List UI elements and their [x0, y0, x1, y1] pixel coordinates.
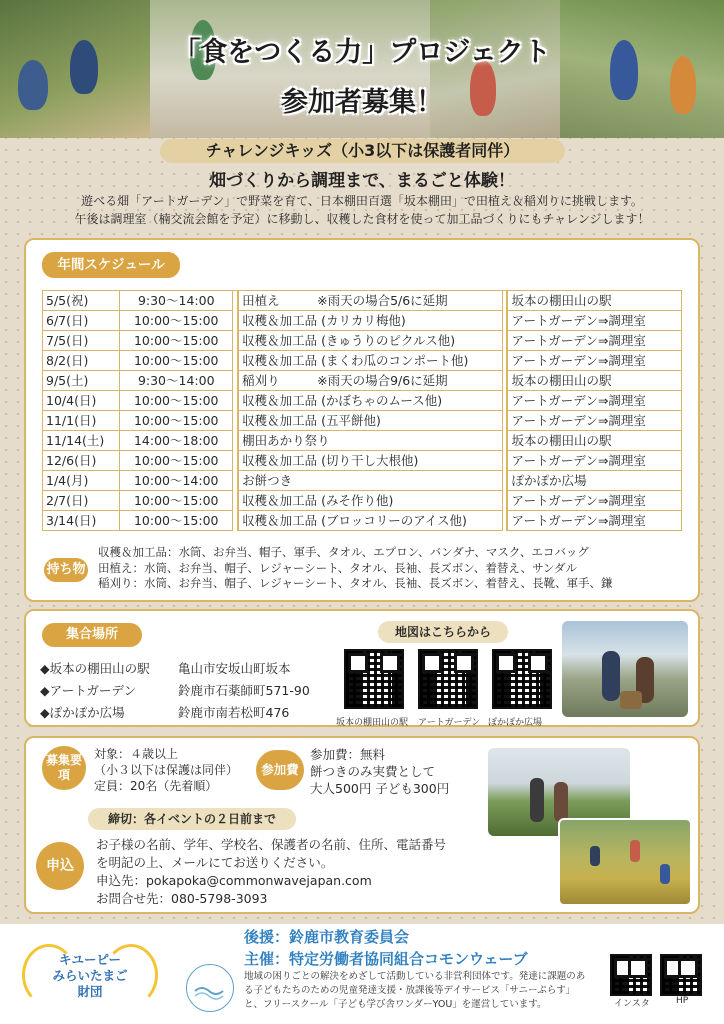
map-pill: 地図はこちらから	[378, 621, 508, 643]
schedule-place: 坂本の棚田山の駅	[506, 290, 682, 311]
bring-item: 田植え：水筒、お弁当、帽子、レジャーシート、タオル、長袖、長ズボン、着替え、サンダル	[98, 560, 578, 575]
schedule-table	[42, 290, 682, 531]
schedule-date: 2/7(日)	[42, 491, 119, 511]
bring-list	[98, 545, 613, 592]
schedule-event: 収穫＆加工品 (みそ作り他)	[237, 491, 503, 511]
kewpie-foundation-logo	[22, 940, 158, 1010]
schedule-event: 田植え ※雨天の場合5/6に延期	[237, 290, 503, 311]
schedule-row	[42, 491, 682, 511]
meeting-box	[24, 609, 700, 727]
qr-code-icon[interactable]	[344, 649, 404, 709]
schedule-row	[42, 371, 682, 391]
fee-line: 餅つきのみ実費として	[310, 764, 436, 779]
schedule-date: 12/6(日)	[42, 451, 119, 471]
schedule-date: 1/4(月)	[42, 471, 119, 491]
schedule-event: 棚田あかり祭り	[237, 431, 503, 451]
bring-item: 収穫＆加工品：水筒、お弁当、帽子、軍手、タオル、エプロン、バンダナ、マスク、エコバッグ	[98, 545, 589, 559]
schedule-time: 10:00～15:00	[119, 491, 233, 511]
schedule-place: アートガーデン⇒調理室	[506, 331, 682, 351]
application-box	[24, 736, 700, 914]
fee-details	[310, 746, 449, 797]
hero-photo-banner	[0, 0, 724, 138]
schedule-row	[42, 451, 682, 471]
schedule-row	[42, 290, 682, 311]
schedule-event: 収穫＆加工品 (かぼちゃのムース他)	[237, 391, 503, 411]
schedule-time: 10:00～14:00	[119, 471, 233, 491]
schedule-time: 10:00～15:00	[119, 511, 233, 531]
homepage-qr-icon[interactable]	[660, 954, 702, 996]
kewpie-logo-line: 財団	[77, 984, 103, 999]
intro-line: 午後は調理室（楠交流会館を予定）に移動し、収穫した食材を使って加工品づくりにもチャレンジします！	[74, 212, 650, 226]
schedule-event: 収穫＆加工品 (ブロッコリーのアイス他)	[237, 511, 503, 531]
qr-code-icon[interactable]	[492, 649, 552, 709]
intro-text	[30, 192, 694, 228]
deadline-pill: 締切：各イベントの２日前まで	[88, 808, 296, 830]
schedule-place: アートガーデン⇒調理室	[506, 511, 682, 531]
page-title: 「食をつくる力」プロジェクト	[173, 37, 551, 68]
schedule-place: アートガーデン⇒調理室	[506, 311, 682, 331]
qr-caption: 坂本の棚田山の駅	[336, 718, 409, 728]
schedule-row	[42, 411, 682, 431]
organizer-text: 主催：特定労働者協同組合コモンウェーブ	[244, 950, 528, 968]
schedule-event: 収穫＆加工品 (まくわ瓜のコンポート他)	[237, 351, 503, 371]
schedule-date: 7/5(日)	[42, 331, 119, 351]
schedule-place: 坂本の棚田山の駅	[506, 431, 682, 451]
schedule-label: 年間スケジュール	[42, 252, 180, 278]
bring-item: 稲刈り：水筒、お弁当、帽子、レジャーシート、タオル、長袖、長ズボン、着替え、長靴、軍手、鎌	[98, 576, 613, 590]
kewpie-logo-line: みらいたまご	[52, 968, 128, 983]
schedule-event: 稲刈り ※雨天の場合9/6に延期	[237, 371, 503, 391]
schedule-time: 10:00～15:00	[119, 351, 233, 371]
qr-code-icon[interactable]	[418, 649, 478, 709]
qr-caption: HP	[676, 996, 689, 1006]
challenge-kids-pill: チャレンジキッズ（小3以下は保護者同伴）	[160, 139, 565, 163]
schedule-place: ぽかぽか広場	[506, 471, 682, 491]
location-row	[40, 659, 291, 677]
schedule-time: 9:30～14:00	[119, 371, 233, 391]
recruit-line: 対象：４歳以上	[94, 747, 179, 761]
schedule-event: 収穫＆加工品 (切り干し大根他)	[237, 451, 503, 471]
intro-line: 遊べる畑「アートガーデン」で野菜を育て、日本棚田百選「坂本棚田」で田植え＆稲刈りに挑戦します。	[81, 194, 643, 208]
meeting-label: 集合場所	[42, 623, 142, 647]
mochi-pounding-photo	[562, 621, 688, 717]
location-name: ◆坂本の棚田山の駅	[40, 661, 150, 676]
schedule-row	[42, 511, 682, 531]
location-address: 鈴鹿市石薬師町571-90	[178, 683, 310, 698]
schedule-time: 10:00～15:00	[119, 311, 233, 331]
schedule-date: 11/1(日)	[42, 411, 119, 431]
schedule-place: アートガーデン⇒調理室	[506, 451, 682, 471]
schedule-date: 11/14(土)	[42, 431, 119, 451]
rice-harvest-photo	[558, 818, 692, 906]
apply-phone[interactable]: お問合せ先：080-5798-3093	[96, 891, 268, 906]
kewpie-logo-text	[22, 952, 158, 1000]
apply-line: を明記の上、メールにてお送りください。	[96, 855, 334, 870]
schedule-time: 10:00～15:00	[119, 411, 233, 431]
location-row	[40, 703, 290, 721]
schedule-place: アートガーデン⇒調理室	[506, 491, 682, 511]
schedule-time: 9:30～14:00	[119, 290, 233, 311]
location-address: 亀山市安坂山町坂本	[178, 661, 291, 676]
schedule-row	[42, 331, 682, 351]
footer	[0, 924, 724, 1024]
apply-label: 申込	[36, 842, 84, 890]
fee-line: 参加費：無料	[310, 747, 386, 762]
qr-caption: アートガーデン	[418, 718, 481, 728]
recruit-details	[94, 746, 238, 794]
schedule-time: 10:00～15:00	[119, 391, 233, 411]
schedule-place: 坂本の棚田山の駅	[506, 371, 682, 391]
bring-label: 持ち物	[44, 558, 88, 582]
schedule-box	[24, 238, 700, 602]
schedule-event: お餅つき	[237, 471, 503, 491]
schedule-row	[42, 391, 682, 411]
schedule-event: 収穫＆加工品 (五平餅他)	[237, 411, 503, 431]
lead-heading: 畑づくりから調理まで、まるごと体験！	[209, 171, 515, 191]
location-row	[40, 681, 310, 699]
qr-caption: インスタ	[614, 999, 650, 1009]
schedule-event: 収穫＆加工品 (きゅうりのピクルス他)	[237, 331, 503, 351]
recruit-label: 募集要項	[42, 746, 86, 790]
recruit-line: （小３以下は保護は同伴）	[94, 763, 239, 777]
page-subtitle: 参加者募集！	[281, 87, 443, 118]
qr-caption: ぽかぽか広場	[488, 718, 543, 728]
apply-line: お子様の名前、学年、学校名、保護者の名前、住所、電話番号	[96, 837, 447, 852]
schedule-date: 9/5(土)	[42, 371, 119, 391]
apply-details	[96, 836, 446, 908]
schedule-time: 14:00～18:00	[119, 431, 233, 451]
schedule-time: 10:00～15:00	[119, 331, 233, 351]
schedule-event: 収穫＆加工品 (カリカリ梅他)	[237, 311, 503, 331]
schedule-date: 6/7(日)	[42, 311, 119, 331]
supporter-text: 後援：鈴鹿市教育委員会	[244, 928, 410, 946]
common-wave-logo-icon	[186, 964, 234, 1012]
location-name: ◆アートガーデン	[40, 683, 137, 698]
schedule-date: 8/2(日)	[42, 351, 119, 371]
schedule-date: 3/14(日)	[42, 511, 119, 531]
schedule-row	[42, 311, 682, 331]
schedule-place: アートガーデン⇒調理室	[506, 351, 682, 371]
schedule-row	[42, 471, 682, 491]
schedule-date: 5/5(祝)	[42, 290, 119, 311]
fee-label: 参加費	[256, 750, 304, 790]
schedule-row	[42, 351, 682, 371]
organizer-description: 地域の困りごとの解決をめざして活動している非営利団体です。発達に課題のある子どもたちのための児童発達支援・放課後等デイサービス「サニーぷらす」と、フリースクール「子ども学び舎ワンダーYOU」を運営しています。	[244, 971, 586, 1010]
recruit-line: 定員：20名（先着順）	[94, 779, 218, 793]
apply-email[interactable]: 申込先：pokapoka@commonwavejapan.com	[96, 873, 372, 888]
location-address: 鈴鹿市南若松町476	[178, 705, 290, 720]
schedule-time: 10:00～15:00	[119, 451, 233, 471]
schedule-place: アートガーデン⇒調理室	[506, 411, 682, 431]
schedule-date: 10/4(日)	[42, 391, 119, 411]
schedule-place: アートガーデン⇒調理室	[506, 391, 682, 411]
instagram-qr-icon[interactable]	[610, 954, 652, 996]
kewpie-logo-line: キユーピー	[58, 952, 121, 967]
schedule-row	[42, 431, 682, 451]
fee-line: 大人500円 子ども300円	[310, 781, 450, 796]
location-name: ◆ぽかぽか広場	[40, 705, 125, 720]
